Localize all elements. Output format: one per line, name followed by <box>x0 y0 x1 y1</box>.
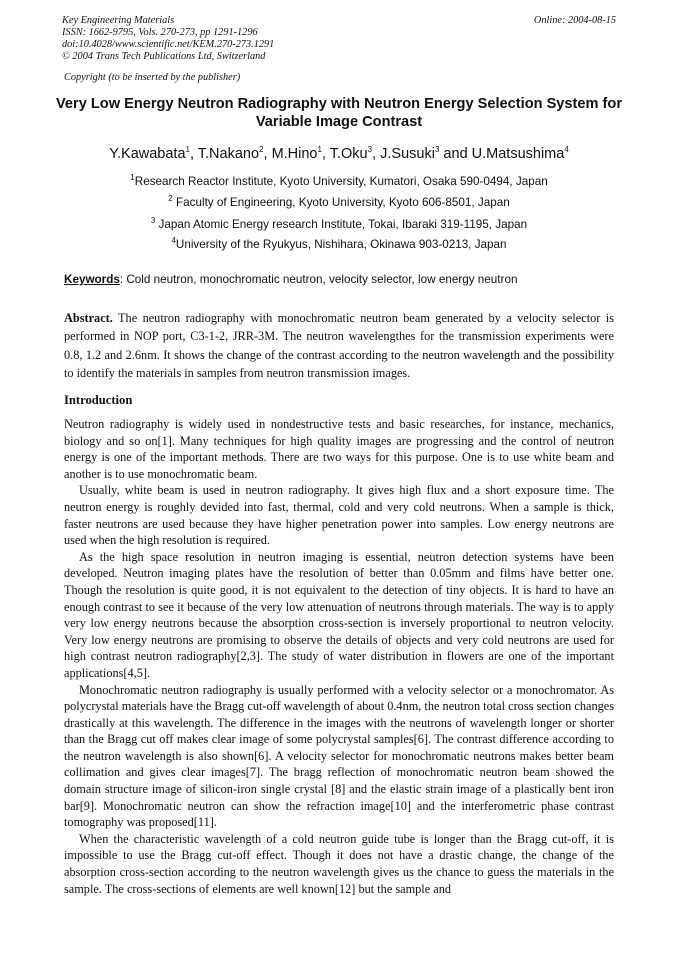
affiliation-3 <box>40 216 638 231</box>
paper-title: Very Low Energy Neutron Radiography with Neutron Energy Selection System for Variable Image Contrast <box>55 96 623 130</box>
abstract-text: The neutron radiography with monochromatic neutron beam generated by a velocity selector is performed in NOP port, C3-1-2, JRR-3M. The neutron wavelengthes for the transmission experiments were 0.8, 1.2 and 2.6nm. It shows the change of the contrast according to the neutron wavelength and the possibility to identify the materials in samples from neutron transmission images. <box>64 311 614 381</box>
copyright-notice: Copyright (to be inserted by the publisher) <box>64 72 241 83</box>
author-name: J.Susuki <box>380 145 435 162</box>
journal-header <box>62 15 616 63</box>
author-affiliation-mark: 1 <box>185 145 190 154</box>
publisher-line: © 2004 Trans Tech Publications Ltd, Switzerland <box>62 51 266 63</box>
author-affiliation-mark: 3 <box>434 145 440 154</box>
keywords-label: Keywords <box>64 273 120 286</box>
author-affiliation-mark: 4 <box>564 145 569 154</box>
keywords <box>64 273 624 286</box>
keywords-text: : Cold neutron, monochromatic neutron, velocity selector, low energy neutron <box>119 273 518 286</box>
author-list: Y.Kawabata$^1$, T.Nakano$^2$, M.Hino$^1$, T.Oku$^3$, J.Susuki$^3$ and U.Matsushima$^4$ <box>109 145 569 162</box>
section-heading: Introduction <box>64 393 133 407</box>
author-name: U.Matsushima <box>471 145 565 162</box>
affiliation-number: 2 <box>168 194 173 203</box>
affiliation-number: 3 <box>150 216 156 225</box>
abstract <box>64 309 614 383</box>
paragraph: Monochromatic neutron radiography is usually performed with a velocity selector or a monochromator. As polycrystal materials have the Bragg cut-off wavelength of about 0.4nm, the neutron total cross section changes drastically at this wavelength. The difference in the images with the neutrons of wavelength longer or shorter than the Bragg cut off makes clear image of some polycrystal samples[6]. The contrast difference according to the neutron wavelength is also shown[6]. A velocity selector for monochromatic neutrons makes better beam collimation and gives clear images[7]. The bragg reflection of monochromatic neutron beam showed the domain structure image of silicon-iron single crystal [8] and the elastic strain image of a plastically bent iron bar[9]. Monochromatic neutron can show the refraction image[10] and the interferometric phase contrast tomography was proposed[11]. <box>64 682 614 830</box>
author-name: Y.Kawabata <box>109 145 186 162</box>
introduction-body <box>64 416 614 897</box>
author-name: M.Hino <box>271 145 318 162</box>
affiliation-2 <box>40 194 638 209</box>
affiliation-number: 4 <box>171 236 176 245</box>
affiliation-number: 1 <box>130 173 135 182</box>
affiliation-text: Research Reactor Institute, Kyoto University, Kumatori, Osaka 590-0494, Japan <box>134 174 548 188</box>
paragraph: When the characteristic wavelength of a cold neutron guide tube is longer than the Bragg cut-off, it is impossible to use the Bragg cut-off effect. Though it does not have a drastic change, the change of the absorption cross-section according to the neutron wavelength gives us the chance to guess the materials in the sample. The cross-sections of elements are well known[12] but the sample and <box>64 831 614 896</box>
issn-line: ISSN: 1662-9795, Vols. 270-273, pp 1291-1296 <box>62 27 258 39</box>
affiliation-1 <box>40 173 638 188</box>
paragraph: Usually, white beam is used in neutron radiography. It gives high flux and a short exposure time. The neutron energy is roughly devided into fast, thermal, cold and very cold neutrons. When a sample is thick, faster neutrons are used because they have higher penetration power into samples. Low energy neutrons are used when the high resolution is required. <box>64 483 614 548</box>
author-name: T.Oku <box>329 145 368 162</box>
author-name: T.Nakano <box>197 145 260 162</box>
paragraph: Neutron radiography is widely used in nondestructive tests and basic researches, for instance, mechanics, biology and so on[1]. Many techniques for high quality images are progressing and the control of neutron energy is one of the important methods. There are two ways for this purpose. One is to use white beam and another is to use monochromatic beam. <box>64 417 614 481</box>
affiliation-text: Japan Atomic Energy research Institute, Tokai, Ibaraki 319-1195, Japan <box>158 217 528 231</box>
author-affiliation-mark: 2 <box>259 145 264 154</box>
author-affiliation-mark: 3 <box>367 145 373 154</box>
affiliation-text: University of the Ryukyus, Nishihara, Okinawa 903-0213, Japan <box>175 237 507 251</box>
affiliation-4 <box>40 236 638 251</box>
abstract-label: Abstract. <box>64 311 113 325</box>
online-date: Online: 2004-08-15 <box>533 15 616 26</box>
affiliation-text: Faculty of Engineering, Kyoto University, Kyoto 606-8501, Japan <box>175 195 510 209</box>
author-affiliation-mark: 1 <box>317 145 322 154</box>
journal-name: Key Engineering Materials <box>62 15 175 26</box>
paragraph: As the high space resolution in neutron imaging is essential, neutron detection systems have been developed. Neutron imaging plates have the resolution of better than 0.05mm and films have better one. Though the resolution is quite good, it is not equivalent to the detection of tiny objects. It is hard to have an enough contrast to see it because of the very low attenuation of neutrons through materials. The way is to apply very low energy neutrons because the absorption cross-section is inversely proportional to neutron velocity. Very low energy neutrons are promising to observe the details of objects and very cold neutrons are used for high contrast neutron radiography[2,3]. The study of water distribution in flowers are one of the important applications[4,5]. <box>64 549 614 680</box>
doi-line[interactable]: doi:10.4028/www.scientific.net/KEM.270-273.1291 <box>62 39 275 51</box>
